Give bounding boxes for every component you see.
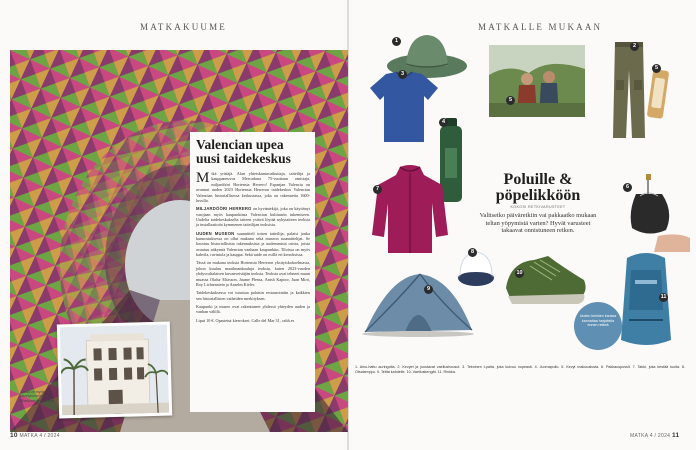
- article-title: [196, 138, 310, 166]
- feature-byline: KOKOSI RETKIVARUSTEET: [510, 205, 566, 209]
- product-number-7: 7: [373, 185, 382, 194]
- article-title-line2: uusi taidekeskus: [196, 151, 291, 166]
- article-info: Liput 10 €. Opastetut kierrokset. Calle del Mar 31, cahh.es: [196, 317, 295, 323]
- para3-lead: UUDEN MUSEON: [196, 230, 235, 236]
- folio-text-left: MATKA 4 / 2024: [19, 433, 60, 439]
- building-illustration: [60, 325, 169, 416]
- para6: Kaupunki ja museo ovat rakentaneet yhdessä yhteyden uuden ja vanhan välillä.: [196, 303, 310, 315]
- product-number-2: 2: [630, 42, 639, 51]
- para2-lead: MILJARDÖÖRI HERRERO: [196, 206, 252, 212]
- page-number-right: 11: [671, 432, 680, 439]
- product-credits: 1. Aino-hattu auringolta. 2. Kevyet ja joustavat vaellushousut. 3. Tekninen t-paita, joka kuivuu nopeasti. 4. Juomapullo. 5. Kevyt makuualusta. 6. Pakkauspussit. 7. Takki, joka kestää tuulta. 8. Otsalamppu. 9. Teltta kahdelle. 10. Vaelluskengät. 11. Rinkka.: [355, 365, 685, 374]
- product-number-8: 8: [468, 248, 477, 257]
- para2: on hyväntekijä, joka on käyttänyt varojaan myös kaupunkinsa Valencian kulttuurin tukemiseen. Uudelta taidekeskukselta taiteen ystävä löytää nykytaiteen teoksia ja installaatioita kymmenen taiteilijan teoksista.: [196, 206, 311, 228]
- folio-left: [10, 432, 60, 439]
- product-number-10: 10: [516, 270, 523, 276]
- product-number-tool: 5: [652, 64, 661, 73]
- product-number-5: 5: [506, 96, 515, 105]
- article-intro: ikä yrittäjä. Alan yhteiskuntavaikuttaja, taiteilija ja kauppaneuvos Mercadona 75-vuotiaan omistaja, miljardööri Hortensia Herrero! Espanjan Valencia on avannut uuden 2023 Hortensia Herreron taidekeskus Valencian Valencian historiallisessa keskustassa, joka on rakennettu 1600-luvulla.: [196, 171, 310, 204]
- article-title-line1: Valencian upea: [196, 137, 284, 152]
- tool-product: [645, 68, 671, 120]
- hikers-photo: [489, 45, 585, 117]
- jacket-product: [370, 165, 450, 255]
- shoe-product: [500, 250, 590, 306]
- feature-title: [473, 172, 603, 204]
- folio-right: [630, 432, 679, 439]
- product-number-1: 1: [392, 37, 401, 46]
- section-label-right: MATKALLE MUKAAN: [478, 22, 603, 32]
- pants-product: [612, 40, 646, 140]
- article-box: [190, 132, 315, 412]
- product-number-4: 4: [439, 118, 448, 127]
- page-number-left: 10: [10, 432, 18, 439]
- section-label-left: MATKAKUUME: [140, 22, 227, 32]
- photo-caption: Tässä on myös kävelytunneli Olafur Eliassonin teoksessa.: [20, 390, 55, 403]
- shirt-product: [368, 70, 440, 144]
- dropcap: M: [196, 170, 210, 186]
- feature-lead: Valitsetko päiväretkiin vai pakkaatko mukaan teltan yöpymistä varten? Hyvät varusteet takaavat onnistuneen retken.: [479, 212, 597, 235]
- para5: Taidekeskuksessa voi tutustua palatsin restaurointiin ja kaikkien sen historiallisten vaiheiden merkityksen.: [196, 290, 310, 301]
- article-body: [196, 171, 310, 323]
- product-number-11: 11: [660, 294, 667, 300]
- feature-title-line1: Poluille &: [503, 171, 573, 188]
- tip-badge: Uuden kenkien kanssa kannattaa harjoitella ennen retkeä: [574, 302, 622, 350]
- para3: suunnitteli toisen taiteilija, palatsi jonka kunnostuksessa on ollut mukana sekä museon suunnittelijat. Se koostuu historiallisista rakennuksista ja uudemmista osista, joista avautuu näkymiä Valencian vanhaan kaupunkiin. Tiloissa on myös kahvila, ravintola ja kauppa. Sekä taide on esillä eri kerroksissa.: [196, 230, 310, 258]
- folio-text-right: MATKA 4 / 2024: [630, 433, 671, 439]
- building-photo: [57, 322, 172, 419]
- feature-title-line2: pöpelikköön: [495, 187, 581, 204]
- para4: Tässä on mukana teoksia Hortensia Herreron yksityiskokoelmasta, johon kuuluu maailmankuuluja teoksia, kuten 2023-vuoden yhdysvaltalaisen kuvanveistäjän teoksia. Teoksia ovat tehneet muun muassa Olafur Eliasson, Jaume Plensa, Anish Kapoor, Juan Miró, Roy Lichtenstein ja Anselm Kiefer.: [196, 260, 310, 288]
- product-number-3: 3: [398, 70, 407, 79]
- product-number-6: 6: [623, 183, 632, 192]
- product-number-9: 9: [424, 285, 433, 294]
